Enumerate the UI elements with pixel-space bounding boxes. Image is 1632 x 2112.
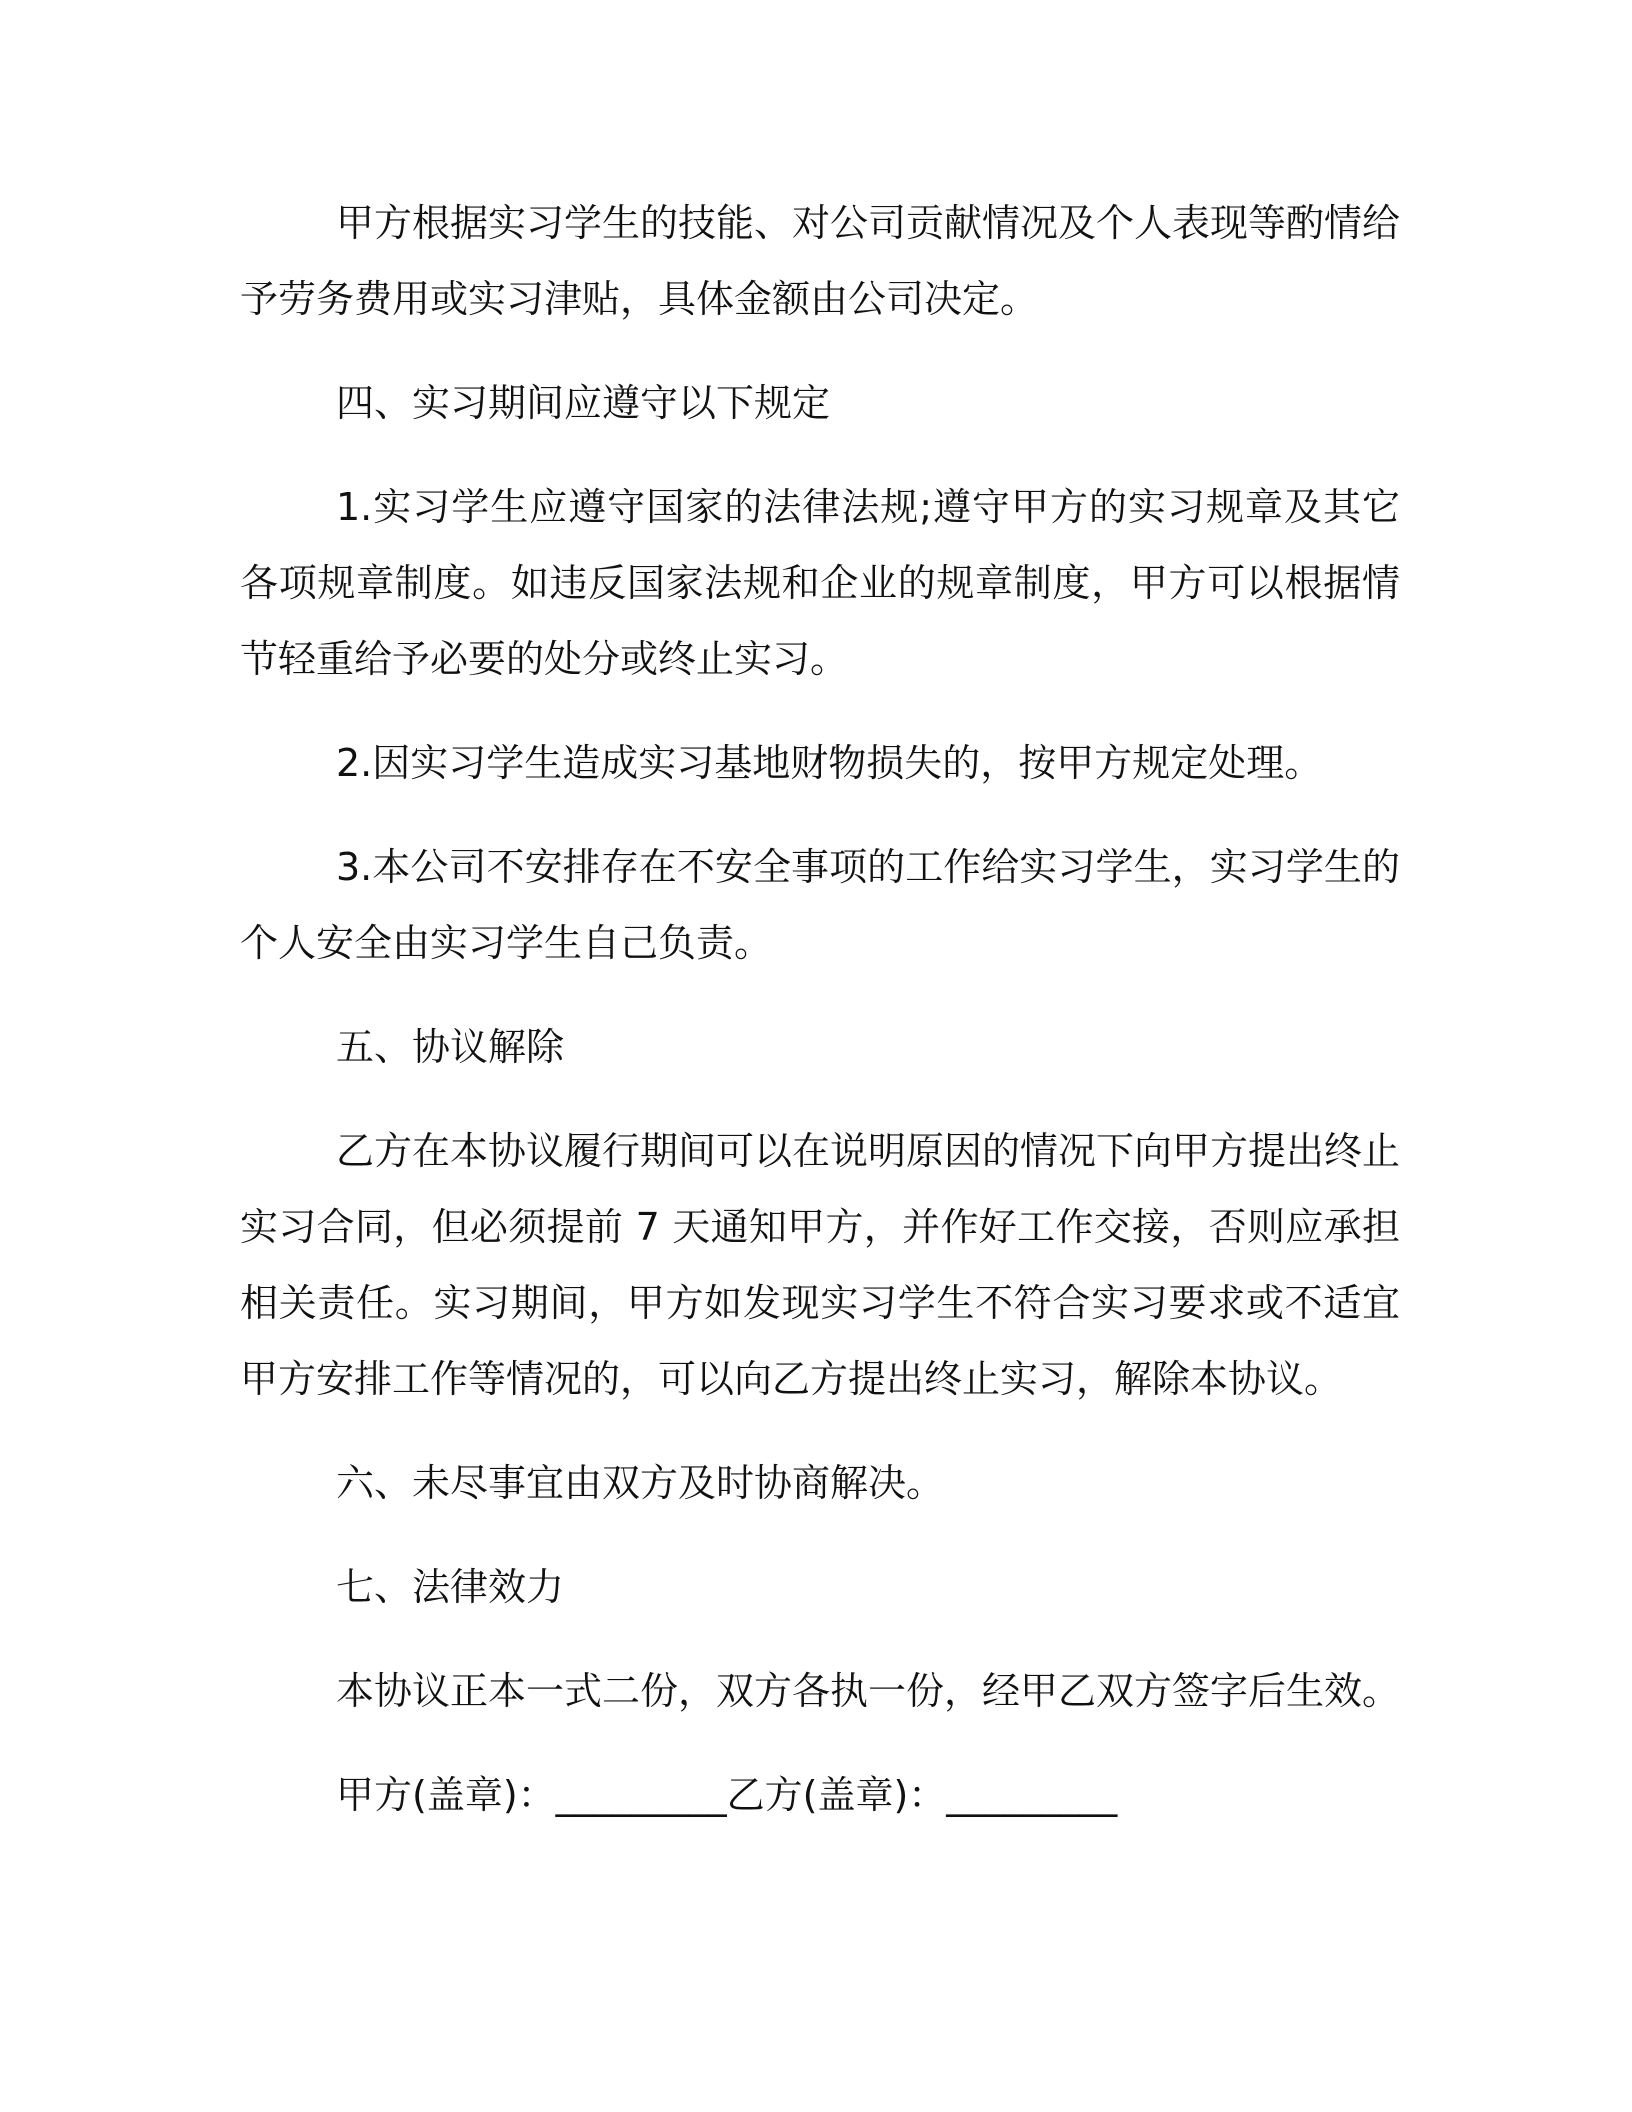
- paragraph-allowance: 甲方根据实习学生的技能、对公司贡献情况及个人表现等酌情给予劳务费用或实习津贴，具体金额由公司决定。: [240, 201, 1401, 321]
- section-heading-5: 五、协议解除: [336, 1025, 565, 1069]
- document-body: [240, 185, 1400, 1833]
- paragraph-rule-1: 1.实习学生应遵守国家的法律法规;遵守甲方的实习规章及其它各项规章制度。如违反国家法规和企业的规章制度，甲方可以根据情节轻重给予必要的处分或终止实习。: [240, 485, 1400, 681]
- paragraph-effectiveness: 本协议正本一式二份，双方各执一份，经甲乙双方签字后生效。: [336, 1669, 1401, 1713]
- signature-line: 甲方(盖章)：_________乙方(盖章)：_________: [336, 1773, 1118, 1817]
- section-heading-6: 六、未尽事宜由双方及时协商解决。: [336, 1461, 945, 1505]
- paragraph-rule-2: 2.因实习学生造成实习基地财物损失的，按甲方规定处理。: [336, 741, 1323, 785]
- section-heading-4: 四、实习期间应遵守以下规定: [336, 381, 831, 425]
- section-heading-7: 七、法律效力: [336, 1565, 565, 1609]
- paragraph-termination: 乙方在本协议履行期间可以在说明原因的情况下向甲方提出终止实习合同，但必须提前 7 天通知甲方，并作好工作交接，否则应承担相关责任。实习期间，甲方如发现实习学生不符合实习要求或不适宜甲方安排工作等情况的，可以向乙方提出终止实习，解除本协议。: [240, 1129, 1401, 1401]
- paragraph-rule-3: 3.本公司不安排存在不安全事项的工作给实习学生，实习学生的个人安全由实习学生自己负责。: [240, 845, 1400, 965]
